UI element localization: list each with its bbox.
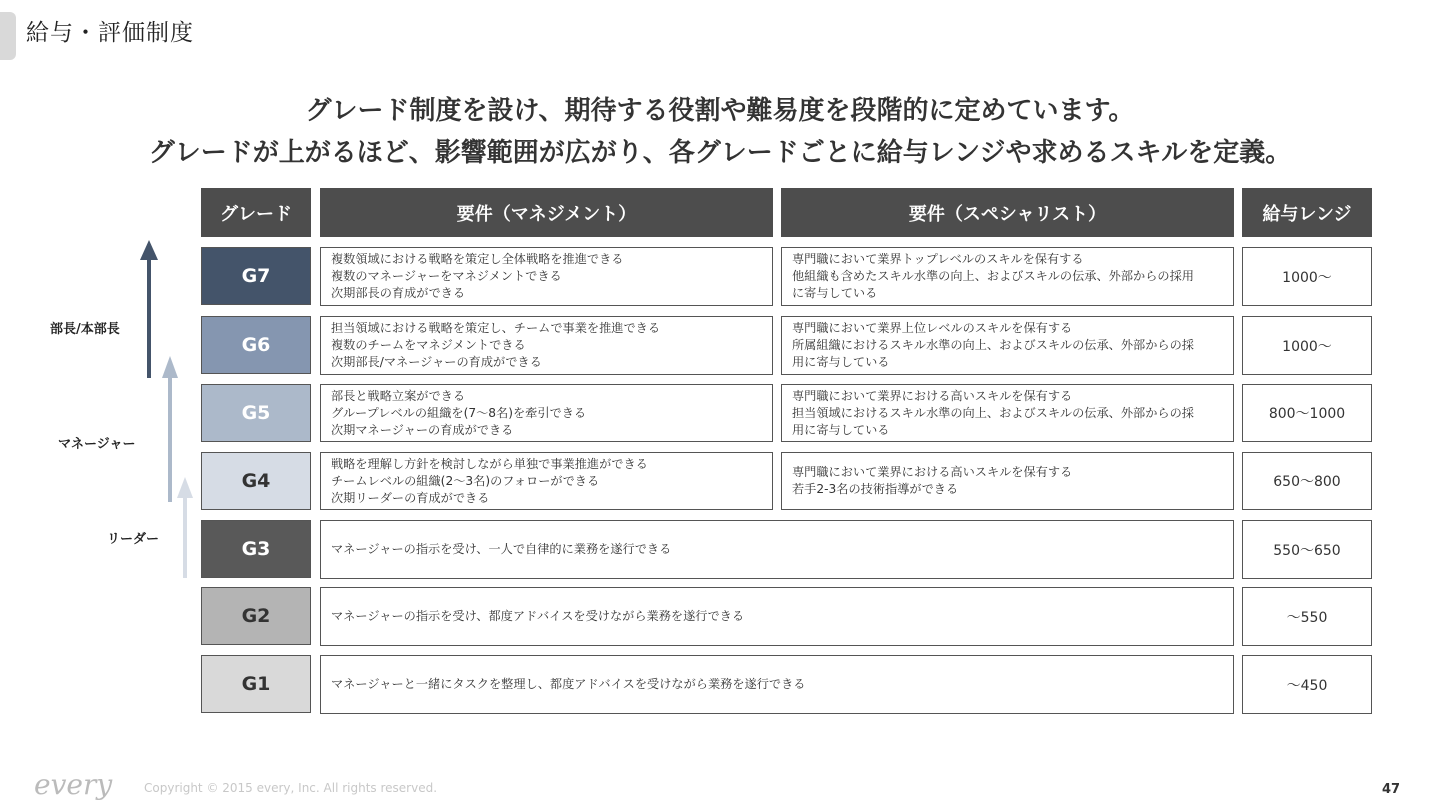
- requirement-line: 次期リーダーの育成ができる: [331, 490, 490, 505]
- requirement-line: 用に寄与している: [792, 422, 890, 437]
- requirement-line: 専門職において業界トップレベルのスキルを保有する: [792, 252, 1084, 266]
- requirement-line: 次期マネージャーの育成ができる: [331, 422, 514, 437]
- requirement-line: マネージャーと一緒にタスクを整理し、都度アドバイスを受けながら業務を遂行できる: [331, 677, 806, 691]
- company-logo: every: [34, 768, 113, 801]
- combined-requirement-g2: [320, 587, 1234, 646]
- grade-cell-g3: G3: [201, 520, 311, 578]
- copyright-text: Copyright © 2015 every, Inc. All rights reserved.: [144, 781, 438, 795]
- salary-range-g6: 1000〜: [1242, 316, 1372, 375]
- grade-cell-g4: G4: [201, 452, 311, 510]
- specialist-requirement-g7: [781, 247, 1234, 306]
- requirement-line: 他組織も含めたスキル水準の向上、およびスキルの伝承、外部からの採用: [792, 269, 1194, 283]
- requirement-line: グループレベルの組織を(7〜8名)を牽引できる: [331, 405, 587, 420]
- header-management: 要件（マネジメント）: [320, 188, 773, 237]
- requirement-line: 次期部長/マネージャーの育成ができる: [331, 355, 542, 369]
- management-requirement-g5: [320, 384, 773, 442]
- combined-requirement-g3: [320, 520, 1234, 579]
- salary-range-g3: 550〜650: [1242, 520, 1372, 579]
- requirement-line: 複数のチームをマネジメントできる: [331, 338, 526, 352]
- requirement-line: 次期部長の育成ができる: [331, 286, 466, 300]
- grade-cell-g7: G7: [201, 247, 311, 305]
- management-requirement-g6: [320, 316, 773, 375]
- requirement-line: 複数のマネージャーをマネジメントできる: [331, 269, 562, 283]
- page-number: 47: [1382, 782, 1401, 797]
- grade-cell-g2: G2: [201, 587, 311, 645]
- requirement-line: 戦略を理解し方針を検討しながら単独で事業推進ができる: [331, 456, 648, 471]
- management-requirement-g7: [320, 247, 773, 306]
- salary-range-g2: 〜550: [1242, 587, 1372, 646]
- level-label-department-head: 部長/本部長: [50, 322, 120, 337]
- requirement-line: 担当領域におけるスキル水準の向上、およびスキルの伝承、外部からの採: [792, 405, 1194, 420]
- requirement-line: 専門職において業界における高いスキルを保有する: [792, 388, 1073, 403]
- header-specialist: 要件（スペシャリスト）: [781, 188, 1234, 237]
- header-salary: 給与レンジ: [1242, 188, 1372, 237]
- specialist-requirement-g5: [781, 384, 1234, 442]
- requirement-line: に寄与している: [792, 286, 878, 300]
- requirement-line: 部長と戦略立案ができる: [331, 388, 466, 403]
- requirement-line: マネージャーの指示を受け、一人で自律的に業務を遂行できる: [331, 542, 672, 556]
- requirement-line: 複数領域における戦略を策定し全体戦略を推進できる: [331, 252, 624, 266]
- salary-range-g5: 800〜1000: [1242, 384, 1372, 442]
- level-label-manager: マネージャー: [58, 437, 136, 452]
- grade-cell-g5: G5: [201, 384, 311, 442]
- specialist-requirement-g6: [781, 316, 1234, 375]
- arrow-up-icon: [177, 477, 193, 578]
- header-grade: グレード: [201, 188, 311, 237]
- salary-range-g1: 〜450: [1242, 655, 1372, 714]
- salary-range-g7: 1000〜: [1242, 247, 1372, 306]
- requirement-line: 専門職において業界における高いスキルを保有する: [792, 465, 1073, 479]
- requirement-line: 所属組織におけるスキル水準の向上、およびスキルの伝承、外部からの採: [792, 338, 1194, 352]
- grade-cell-g6: G6: [201, 316, 311, 374]
- management-requirement-g4: [320, 452, 773, 510]
- salary-range-g4: 650〜800: [1242, 452, 1372, 510]
- requirement-line: 担当領域における戦略を策定し、チームで事業を推進できる: [331, 321, 661, 335]
- headline-line-1: グレード制度を設け、期待する役割や難易度を段階的に定めています。: [305, 96, 1135, 126]
- section-tab-marker: [0, 12, 16, 60]
- arrow-up-icon: [140, 240, 158, 378]
- level-label-leader: リーダー: [107, 532, 160, 547]
- headline-line-2: グレードが上がるほど、影響範囲が広がり、各グレードごとに給与レンジや求めるスキルを定義。: [148, 138, 1292, 168]
- requirement-line: 用に寄与している: [792, 355, 890, 369]
- specialist-requirement-g4: [781, 452, 1234, 510]
- combined-requirement-g1: [320, 655, 1234, 714]
- grade-cell-g1: G1: [201, 655, 311, 713]
- requirement-line: 若手2-3名の技術指導ができる: [792, 482, 959, 496]
- requirement-line: マネージャーの指示を受け、都度アドバイスを受けながら業務を遂行できる: [331, 609, 745, 623]
- section-title: 給与・評価制度: [26, 20, 194, 46]
- requirement-line: チームレベルの組織(2〜3名)のフォローができる: [331, 473, 600, 488]
- requirement-line: 専門職において業界上位レベルのスキルを保有する: [792, 321, 1073, 335]
- arrow-up-icon: [162, 356, 178, 502]
